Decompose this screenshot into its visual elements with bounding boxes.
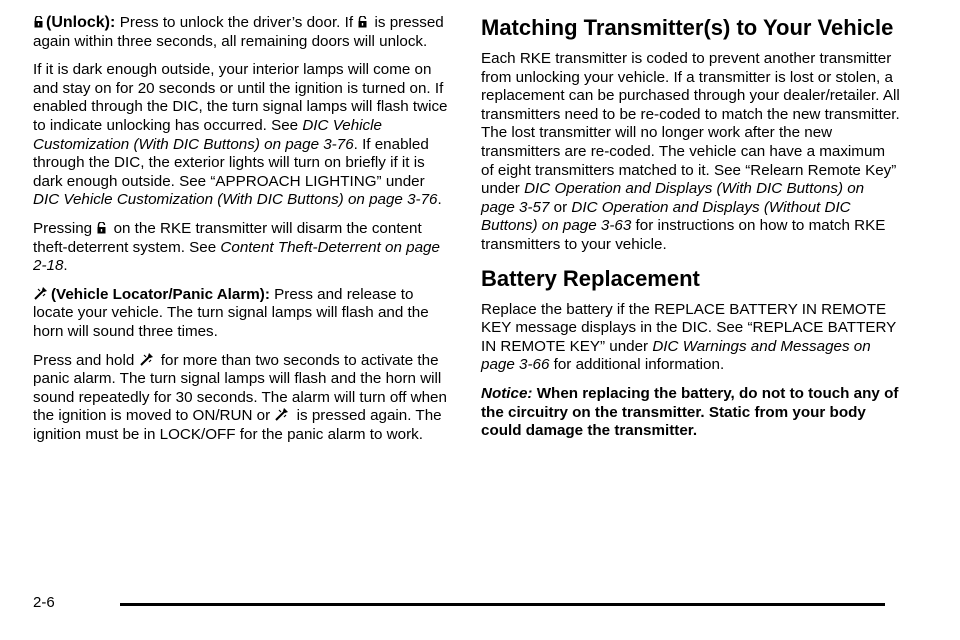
- cross-reference: DIC Warnings and Messages on page 3-66: [481, 337, 871, 374]
- press-and-hold-paragraph: [33, 352, 451, 445]
- footer-rule: [120, 603, 885, 606]
- text: Press and hold: [33, 351, 135, 369]
- vehicle-locator-panic-icon: [140, 352, 154, 366]
- text: .: [437, 191, 442, 209]
- text: Press to unlock the driver’s door. If: [119, 14, 354, 31]
- notice-text: When replacing the battery, do not to touch any of the circuitry on the transmitter. Static from your body could damage the transmitter.: [481, 384, 899, 440]
- text: for instructions on how to match RKE transmitters to your vehicle.: [481, 217, 886, 253]
- text: is pressed again within three seconds, all remaining doors will unlock.: [33, 14, 444, 50]
- text: Press and release to locate your vehicle. The turn signal lamps will flash and the horn will sound three times.: [33, 285, 429, 340]
- text: Pressing: [33, 219, 93, 237]
- right-column: [481, 14, 901, 451]
- unlock-icon: [34, 16, 43, 28]
- panic-term: (Vehicle Locator/Panic Alarm):: [51, 285, 270, 303]
- text: is pressed again. The ignition must be in LOCK/OFF for the panic alarm to work.: [33, 407, 442, 443]
- unlock-icon: [97, 222, 106, 234]
- cross-reference: DIC Vehicle Customization (With DIC Buttons) on page 3-76: [33, 116, 382, 153]
- text: Replace the battery if the REPLACE BATTERY IN REMOTE KEY message displays in the DIC. See “REPLACE BATTERY IN REMOTE KEY” under: [481, 300, 897, 355]
- panic-alarm-paragraph: [33, 286, 451, 342]
- matching-paragraph: [481, 50, 901, 255]
- cross-reference: DIC Vehicle Customization (With DIC Buttons) on page 3-76: [33, 191, 438, 209]
- text: for additional information.: [553, 356, 725, 374]
- theft-deterrent-paragraph: [33, 220, 451, 276]
- interior-lamps-paragraph: [33, 61, 451, 210]
- cross-reference: DIC Operation and Displays (With DIC Buttons) on page 3-57: [481, 180, 865, 216]
- vehicle-locator-panic-icon: [34, 286, 48, 300]
- text: or: [553, 198, 568, 216]
- unlock-icon: [358, 16, 367, 28]
- notice-label: Notice:: [481, 384, 533, 402]
- page-number: 2-6: [33, 594, 55, 611]
- unlock-paragraph: [33, 14, 451, 51]
- text: for more than two seconds to activate the panic alarm. The turn signal lamps will flash and the horn will sound repeatedly for 30 seconds. The alarm will turn off when the ignition is moved to ON/RUN or: [33, 351, 447, 425]
- section-heading-matching: Matching Transmitter(s) to Your Vehicle: [481, 15, 894, 40]
- text: on the RKE transmitter will disarm the content theft-deterrent system. See: [33, 219, 422, 256]
- section-heading-battery: Battery Replacement: [481, 265, 700, 291]
- text: . If enabled through the DIC, the exterior lights will turn on briefly if it is dark enough outside. See “APPROACH LIGHTING” under: [33, 135, 429, 190]
- cross-reference: DIC Operation and Displays (Without DIC Buttons) on page 3-63: [481, 198, 851, 235]
- text: If it is dark enough outside, your interior lamps will come on and stay on for 20 seconds or until the ignition is turned on. If enabled through the DIC, the turn signal lamps will flash twice to indicate unlocking has occurred. See: [33, 61, 448, 134]
- left-column: [33, 14, 451, 454]
- notice-paragraph: [481, 385, 901, 441]
- vehicle-locator-panic-icon: [275, 407, 289, 421]
- battery-paragraph: [481, 301, 901, 375]
- text: .: [63, 257, 68, 275]
- text: Each RKE transmitter is coded to prevent another transmitter from unlocking your vehicle. If a transmitter is lost or stolen, a replacement can be purchased through your dealer/retailer. All transmitters need to be re-coded to match the new transmitter. The lost transmitter will no longer work after the new transmitters are re-coded. The vehicle can have a maximum of eight transmitters matched to it. See “Relearn Remote Key” under: [481, 50, 900, 198]
- cross-reference: Content Theft-Deterrent on page 2-18: [33, 238, 440, 275]
- unlock-term: (Unlock):: [46, 14, 116, 31]
